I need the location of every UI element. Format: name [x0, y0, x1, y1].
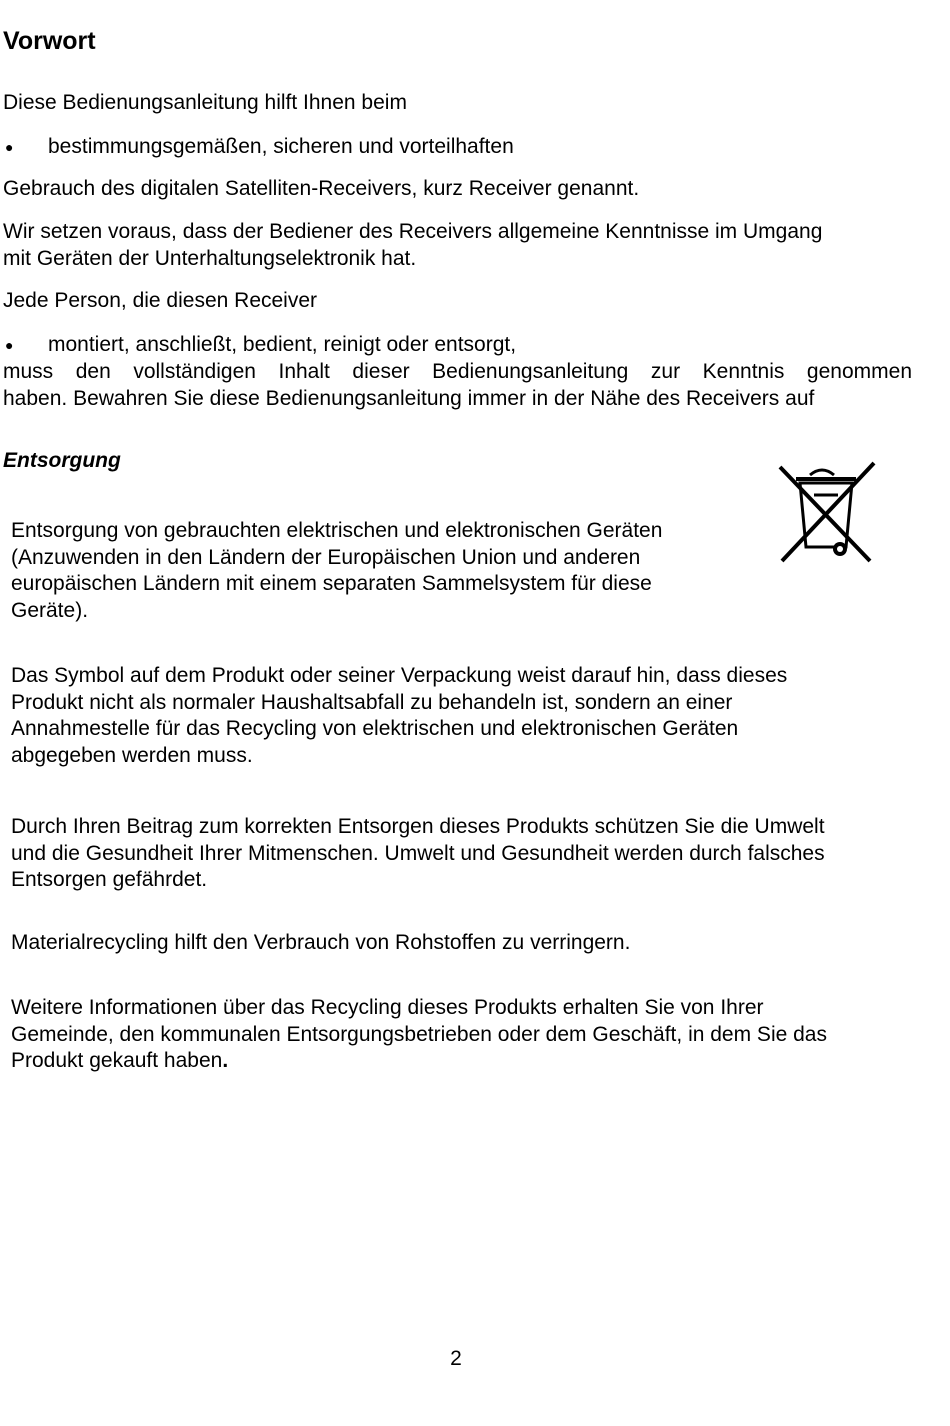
intro-line: mit Geräten der Unterhaltungselektronik hat.	[3, 247, 417, 270]
intro-line: muss den vollständigen Inhalt dieser Bedienungsanleitung zur Kenntnis genommen	[3, 360, 912, 383]
text-line: und die Gesundheit Ihrer Mitmenschen. Umwelt und Gesundheit werden durch falsches	[11, 841, 825, 865]
text-line: Annahmestelle für das Recycling von elektrischen und elektronischen Geräten	[11, 717, 739, 740]
intro-line: Jede Person, die diesen Receiver	[3, 289, 318, 312]
section-heading-entsorgung: Entsorgung	[3, 449, 121, 472]
intro-line: Wir setzen voraus, dass der Bediener des Receivers allgemeine Kenntnisse im Umgang	[3, 220, 823, 243]
intro-line: Gebrauch des digitalen Satelliten-Receivers, kurz Receiver genannt.	[3, 177, 640, 200]
text-fragment: Produkt gekauft haben	[11, 1049, 223, 1072]
text-line: Gemeinde, den kommunalen Entsorgungsbetrieben oder dem Geschäft, in dem Sie das	[11, 1022, 827, 1046]
crossed-out-wheelie-bin-icon	[774, 461, 878, 569]
text-line: Geräte).	[11, 598, 89, 622]
page-number: 2	[450, 1347, 462, 1370]
disposal-paragraph	[11, 995, 827, 1075]
text-line: Produkt nicht als normaler Haushaltsabfall zu behandeln ist, sondern an einer	[11, 690, 733, 714]
bold-period: .	[222, 1049, 229, 1072]
bullet-dot: ●	[5, 139, 14, 155]
text-line: Das Symbol auf dem Produkt oder seiner Verpackung weist darauf hin, dass dieses	[11, 664, 788, 687]
intro-line: haben. Bewahren Sie diese Bedienungsanleitung immer in der Nähe des Receivers auf	[3, 387, 815, 410]
text-line: Weitere Informationen über das Recycling dieses Produkts erhalten Sie von Ihrer	[11, 996, 764, 1019]
bullet-dot: ●	[5, 337, 14, 353]
text-line: Entsorgen gefährdet.	[11, 868, 208, 891]
bullet-item: bestimmungsgemäßen, sicheren und vorteilhaften	[48, 135, 514, 158]
disposal-paragraph	[11, 930, 630, 957]
text-line: Durch Ihren Beitrag zum korrekten Entsorgen dieses Produkts schützen Sie die Umwelt	[11, 815, 825, 838]
intro-line: Diese Bedienungsanleitung hilft Ihnen beim	[3, 91, 407, 114]
text-line: (Anzuwenden in den Ländern der Europäischen Union und anderen	[11, 545, 641, 569]
disposal-paragraph	[11, 814, 825, 894]
disposal-paragraph	[11, 663, 787, 769]
text-line: abgegeben werden muss.	[11, 743, 253, 767]
text-line: Materialrecycling hilft den Verbrauch von Rohstoffen zu verringern.	[11, 931, 631, 954]
bullet-item: montiert, anschließt, bedient, reinigt oder entsorgt,	[48, 333, 517, 356]
text-line: europäischen Ländern mit einem separaten Sammelsystem für diese	[11, 572, 652, 595]
disposal-paragraph	[11, 518, 662, 624]
text-line	[11, 1048, 827, 1075]
page-heading: Vorwort	[3, 27, 96, 55]
text-line: Entsorgung von gebrauchten elektrischen und elektronischen Geräten	[11, 519, 663, 542]
